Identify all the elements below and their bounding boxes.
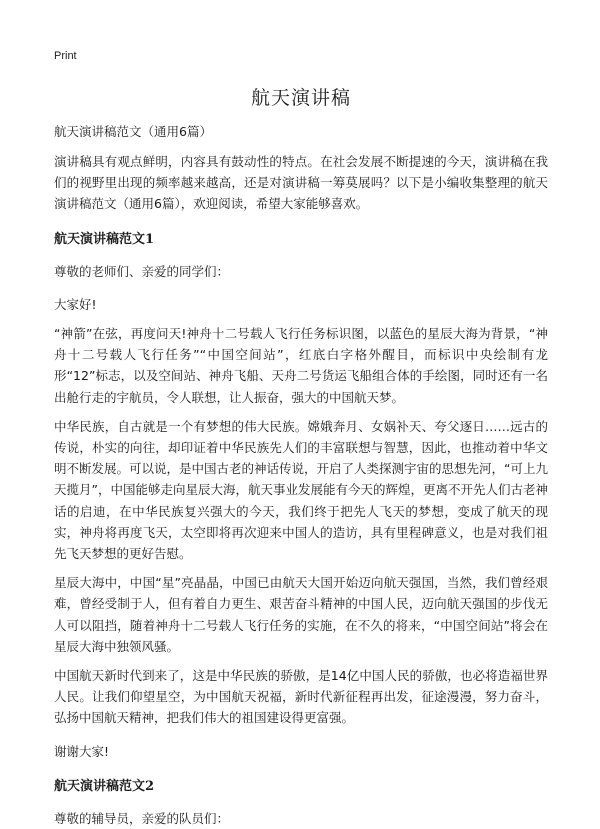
section2-greeting: 尊敬的辅导员，亲爱的队员们：	[54, 810, 230, 826]
intro-paragraph: 演讲稿具有观点鲜明，内容具有鼓动性的特点。在社会发展不断提速的今天，演讲稿在我们的视野里出现的频率越来越高，还是对演讲稿一筹莫展吗？以下是小编收集整理的航天演讲稿范文（通用6篇），欢迎阅读，希望大家能够喜欢。	[54, 154, 548, 212]
section1-paragraph: 中华民族，自古就是一个有梦想的伟大民族。嫦娥奔月、女娲补天、夸父逐日……远古的传说，朴实的向往，却印证着中华民族先人们的丰富联想与智慧，因此，也推动着中华文明不断发展。可以说，是中国古老的神话传说，开启了人类探测宇宙的思想先河，“可上九天揽月”，中国能够走向星辰大海，航天事业发展能有今天的辉煌，更离不开先人们古老神话的启迪，在中华民族复兴强大的今天，我们终于把先人飞天的梦想，变成了航天的现实，神舟将再度飞天，太空即将再次迎来中国人的造访，具有里程碑意义，也是对我们祖先飞天梦想的更好告慰。	[54, 418, 548, 562]
print-link[interactable]: Print	[54, 50, 77, 62]
section-heading-1: 航天演讲稿范文1	[54, 231, 155, 247]
section1-paragraph: 星辰大海中，中国“星”亮晶晶，中国已由航天大国开始迈向航天强国，当然，我们曾经艰难，曾经受制于人，但有着自力更生、艰苦奋斗精神的中国人民，迈向航天强国的步伐无人可以阻挡，随着神舟十二号载人飞行任务的实施，在不久的将来，“中国空间站”将会在星辰大海中独领风骚。	[54, 575, 548, 654]
section-heading-2: 航天演讲稿范文2	[54, 778, 155, 794]
page-title: 航天演讲稿	[250, 87, 351, 109]
section1-greeting: 尊敬的老师们、亲爱的同学们：	[54, 263, 230, 279]
section1-closing: 谢谢大家!	[54, 743, 110, 759]
document-subtitle: 航天演讲稿范文（通用6篇）	[54, 124, 212, 139]
section1-paragraph: 中国航天新时代到来了，这是中华民族的骄傲，是14亿中国人民的骄傲，也必将造福世界人民。让我们仰望星空，为中国航天祝福，新时代新征程再出发，征途漫漫，努力奋斗，弘扬中国航天精神，把我们伟大的祖国建设得更富强。	[54, 668, 548, 726]
section1-salutation: 大家好!	[54, 296, 97, 312]
section1-paragraph: “神箭”在弦，再度问天!神舟十二号载人飞行任务标识图，以蓝色的星辰大海为背景，“神舟十二号载人飞行任务”“中国空间站”，红底白字格外醒目，而标识中央绘制有龙形“12”标志，以及空间站、神舟飞船、天舟二号货运飞船组合体的手绘图，同时还有一名出舱行走的宇航员，令人联想，让人振奋，强大的中国航天梦。	[54, 326, 548, 405]
